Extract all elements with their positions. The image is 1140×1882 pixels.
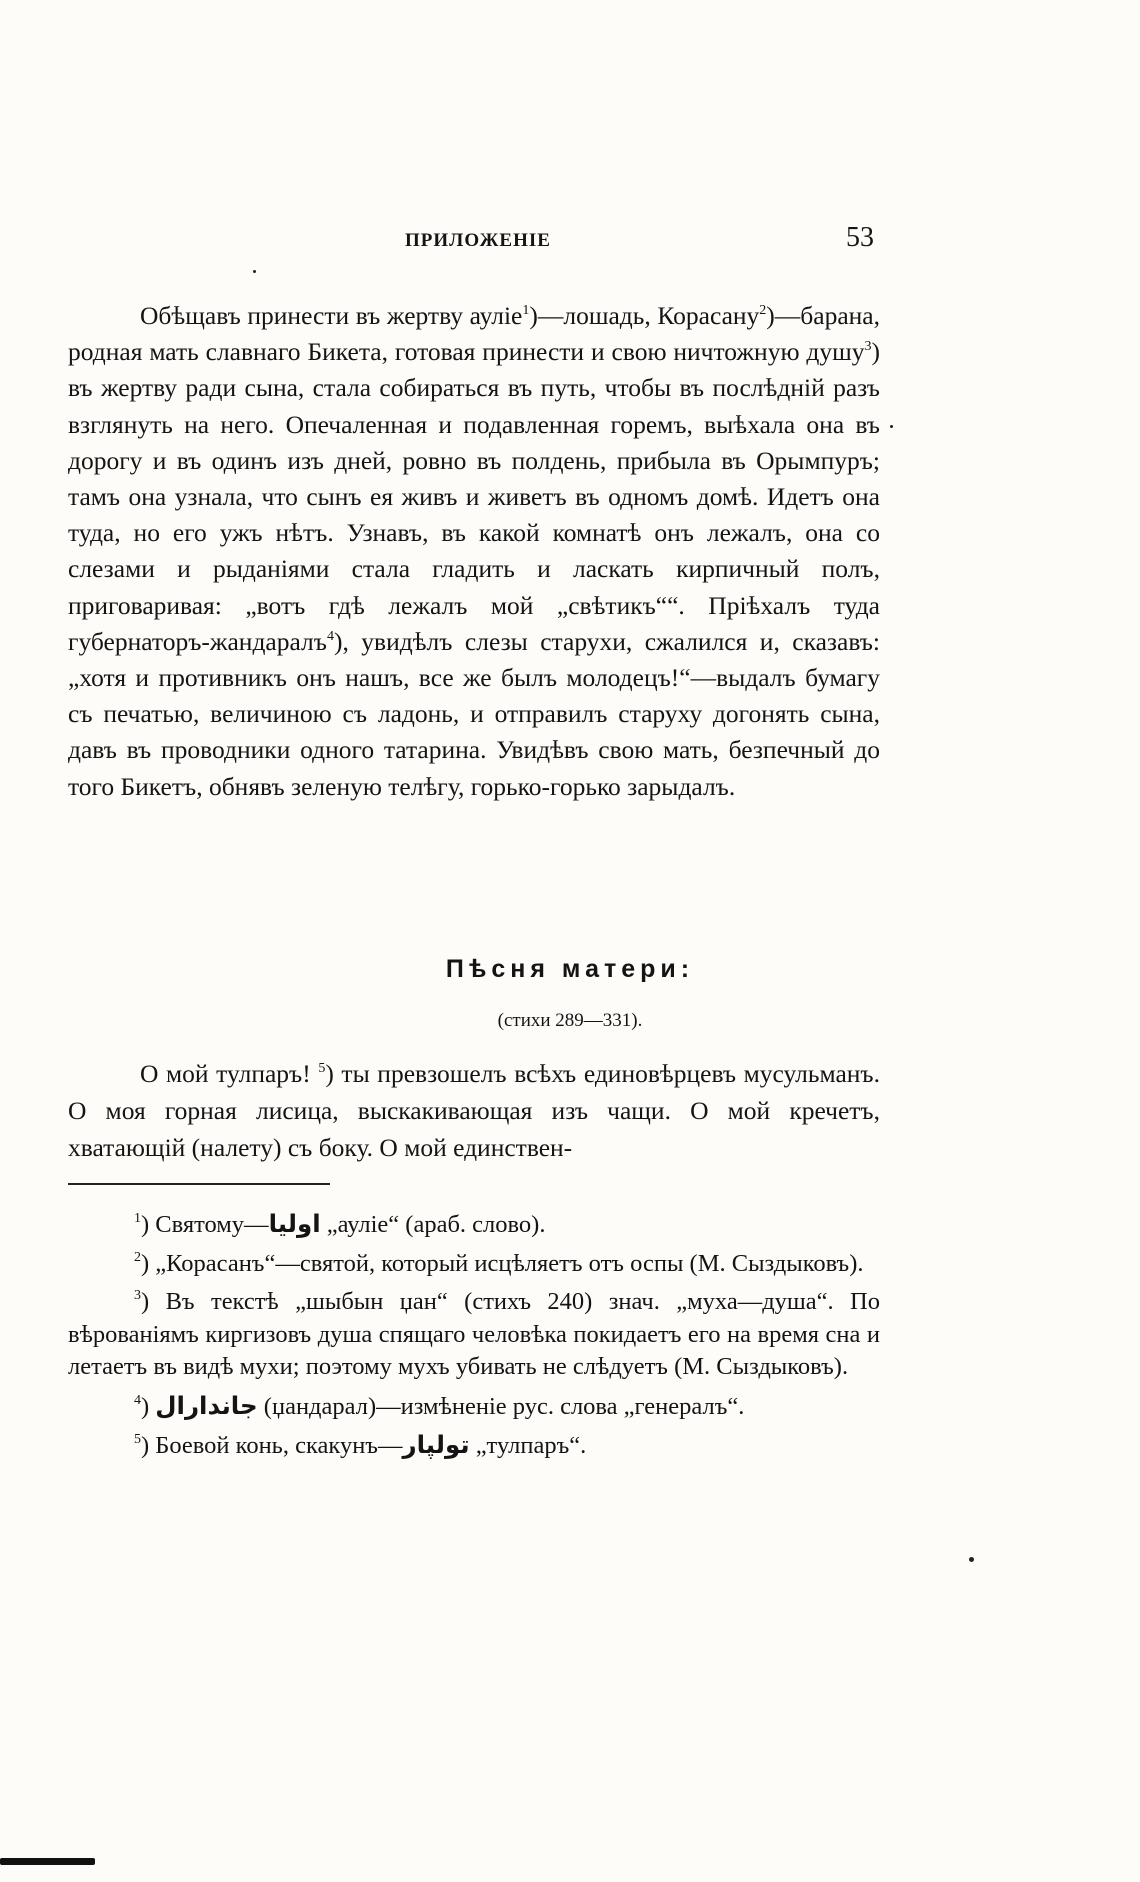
section-heading: Пѣсня матери: — [445, 955, 695, 983]
footnote-ref-2: 2 — [759, 303, 767, 318]
footnote-number: 4 — [134, 1392, 141, 1408]
footnote-text: ) Боевой конь, скакунъ— — [141, 1432, 403, 1459]
scan-speck — [253, 270, 256, 273]
text-segment: О мой тулпаръ! — [140, 1059, 311, 1088]
text-segment: Обѣщавъ принести въ жертву ауліе — [140, 301, 523, 330]
footnote-ref-4: 4 — [326, 628, 334, 644]
footnote-text: ) Въ текстѣ „шыбын џан“ (стихъ 240) знач. „муха—душа“. По вѣрованіямъ киргизовъ душа спящаго человѣка покидаетъ его на время сна и летаетъ въ видѣ мухи; поэтому мухъ убивать не слѣдуетъ (М. Сыздыковъ). — [68, 1288, 880, 1380]
section-subheading: (стихи 289—331). — [497, 1010, 643, 1031]
footnote-text: „ауліе“ (араб. слово). — [320, 1211, 546, 1238]
footnote-text: ) Святому— — [141, 1211, 269, 1238]
footnote-3 — [68, 1286, 880, 1384]
footnote-text: „тулпаръ“. — [469, 1432, 587, 1459]
footnote-ref-5: 5 — [318, 1061, 326, 1076]
footnote-ref-1: 1 — [522, 303, 530, 318]
footnote-number: 1 — [134, 1211, 141, 1226]
text-segment: )—барана, родная мать славнаго Бикета, готовая принести и свою ничтожную душу — [68, 301, 880, 367]
footnote-4 — [68, 1390, 880, 1424]
footnote-5 — [68, 1429, 880, 1463]
page-number: 53 — [846, 222, 874, 253]
arabic-word: اوليا — [268, 1209, 321, 1238]
text-segment: )—лошадь, Корасану — [529, 301, 760, 330]
footnote-text: ) — [141, 1392, 156, 1420]
footnote-number: 5 — [134, 1432, 141, 1447]
footnote-2 — [68, 1248, 880, 1281]
footnote-number: 3 — [134, 1288, 141, 1303]
song-paragraph — [68, 1055, 880, 1166]
scan-speck — [890, 425, 893, 428]
text-segment: ) въ жертву ради сына, стала собираться въ путь, чтобы въ послѣдній разъ взглянуть на него. Опечаленная и подавленная горемъ, выѣхала она въ дорогу и въ одинъ изъ дней, ровно въ полдень, прибыла въ Орымпуръ; тамъ она узнала, что сынъ ея живъ и живетъ въ одномъ домѣ. Идетъ она туда, но его ужъ нѣтъ. Узнавъ, въ какой комнатѣ онъ лежалъ, она со слезами и рыданіями стала гладить и ласкать кирпичный полъ, приговаривая: „вотъ гдѣ лежалъ мой „свѣтикъ““. Пріѣхалъ туда губернаторъ-жандаралъ — [68, 337, 880, 656]
footnote-text: (џандарал)—измѣненіе рус. слова „генералъ“. — [257, 1392, 745, 1420]
running-head: ПРИЛОЖЕНІЕ — [405, 230, 551, 251]
scan-speck — [969, 1557, 974, 1562]
text-segment: ), увидѣлъ слезы старухи, сжалился и, сказавъ: „хотя и противникъ онъ нашъ, все же былъ молодецъ!“—выдалъ бумагу съ печатью, величиною съ ладонь, и отправилъ старуху догонять сына, давъ въ проводники одного татарина. Увидѣвъ свою мать, безпечный до того Бикетъ, обнявъ зеленую телѣгу, горько-горько зарыдалъ. — [68, 626, 880, 801]
footnote-1 — [68, 1208, 880, 1242]
footnote-text: ) „Корасанъ“—святой, который исцѣляетъ отъ оспы (М. Сыздыковъ). — [141, 1249, 864, 1277]
scan-artifact — [0, 1858, 95, 1865]
paragraph-2 — [68, 1055, 880, 1166]
text-segment: ) ты превзошелъ всѣхъ единовѣрцевъ мусульманъ. О моя горная лисица, выскакивающая изъ чащи. О мой кречетъ, хватающій (налету) съ боку. О мой единствен- — [68, 1059, 880, 1162]
footnote-number: 2 — [134, 1249, 141, 1265]
arabic-word: تولپار — [402, 1430, 470, 1459]
footnote-ref-3: 3 — [864, 339, 872, 355]
arabic-word: جاندارال — [155, 1390, 258, 1420]
footnotes — [68, 1208, 880, 1469]
main-paragraph — [68, 298, 880, 805]
footnote-divider — [68, 1183, 330, 1185]
paragraph-1 — [68, 298, 880, 805]
